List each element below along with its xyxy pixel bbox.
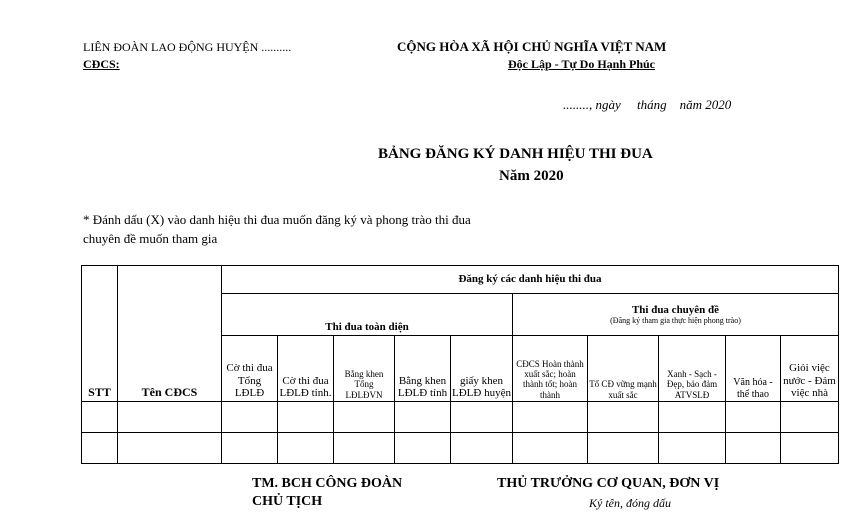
- instruction-line-1: * Đánh dấu (X) vào danh hiệu thi đua muốn đăng ký và phong trào thi đua: [83, 212, 471, 227]
- table-cell[interactable]: [726, 433, 781, 464]
- table-cell[interactable]: [513, 433, 588, 464]
- col-header-6: CĐCS Hoàn thành xuất sắc; hoàn thành tốt; hoàn thành: [513, 336, 588, 402]
- col-header-10: Giỏi việc nước - Đảm việc nhà: [781, 336, 839, 402]
- table-cell[interactable]: [222, 433, 278, 464]
- table-cell[interactable]: [278, 433, 334, 464]
- cdcs-label: CĐCS:: [83, 57, 120, 71]
- union-name: LIÊN ĐOÀN LAO ĐỘNG HUYỆN ..........: [83, 40, 292, 54]
- col-header-2: Cờ thi đua LĐLĐ tỉnh.: [278, 336, 334, 402]
- col-header-1: Cờ thi đua Tổng LĐLĐ: [222, 336, 278, 402]
- table-cell[interactable]: [118, 433, 222, 464]
- col-header-3: Bằng khen Tổng LĐLĐVN: [334, 336, 395, 402]
- group-thematic-note: (Đăng ký tham gia thực hiện phong trào): [610, 316, 741, 326]
- table-cell[interactable]: [588, 433, 659, 464]
- registration-table: [81, 265, 839, 464]
- footer-left-title: TM. BCH CÔNG ĐOÀN: [252, 476, 403, 491]
- group-main-header: Đăng ký các danh hiệu thi đua: [222, 266, 839, 294]
- group-comprehensive-header: Thi đua toàn diện: [222, 294, 513, 336]
- table-cell[interactable]: [334, 402, 395, 433]
- table-cell[interactable]: [659, 402, 726, 433]
- table-cell[interactable]: [451, 433, 513, 464]
- table-cell[interactable]: [781, 402, 839, 433]
- date-line: ........, ngày tháng năm 2020: [563, 97, 732, 112]
- footer-left-role: CHỦ TỊCH: [252, 494, 323, 509]
- table-cell[interactable]: [588, 402, 659, 433]
- table-cell[interactable]: [334, 433, 395, 464]
- footer-right-title: THỦ TRƯỞNG CƠ QUAN, ĐƠN VỊ: [497, 476, 720, 491]
- table-cell[interactable]: [513, 402, 588, 433]
- col-header-8: Xanh - Sạch - Đẹp, bảo đảm ATVSLĐ: [659, 336, 726, 402]
- col-header-7: Tổ CĐ vững mạnh xuất sắc: [588, 336, 659, 402]
- table-cell[interactable]: [118, 402, 222, 433]
- republic-heading: CỘNG HÒA XÃ HỘI CHỦ NGHĨA VIỆT NAM: [397, 39, 667, 54]
- footer-right-note: Ký tên, đóng dấu: [589, 496, 671, 510]
- table-cell[interactable]: [726, 402, 781, 433]
- table-row: [82, 402, 839, 433]
- group-thematic-title: Thi đua chuyên đề: [631, 303, 720, 316]
- ten-cdcs-header: Tên CĐCS: [118, 266, 222, 402]
- table-cell[interactable]: [395, 433, 451, 464]
- col-header-5: giấy khen LĐLĐ huyện: [451, 336, 513, 402]
- table-cell[interactable]: [82, 402, 118, 433]
- col-header-4: Bằng khen LĐLĐ tỉnh: [395, 336, 451, 402]
- table-cell[interactable]: [278, 402, 334, 433]
- table-cell[interactable]: [451, 402, 513, 433]
- instruction-line-2: chuyên đề muốn tham gia: [83, 231, 218, 246]
- table-cell[interactable]: [659, 433, 726, 464]
- table-row: [82, 433, 839, 464]
- table-cell[interactable]: [82, 433, 118, 464]
- table-cell[interactable]: [781, 433, 839, 464]
- title-year: Năm 2020: [499, 168, 564, 184]
- page-title: BẢNG ĐĂNG KÝ DANH HIỆU THI ĐUA: [378, 146, 653, 162]
- col-header-9: Văn hóa - thể thao: [726, 336, 781, 402]
- table-cell[interactable]: [395, 402, 451, 433]
- table-cell[interactable]: [222, 402, 278, 433]
- stt-header: STT: [82, 266, 118, 402]
- group-thematic-header: [513, 294, 839, 336]
- motto: Độc Lập - Tự Do Hạnh Phúc: [508, 57, 656, 71]
